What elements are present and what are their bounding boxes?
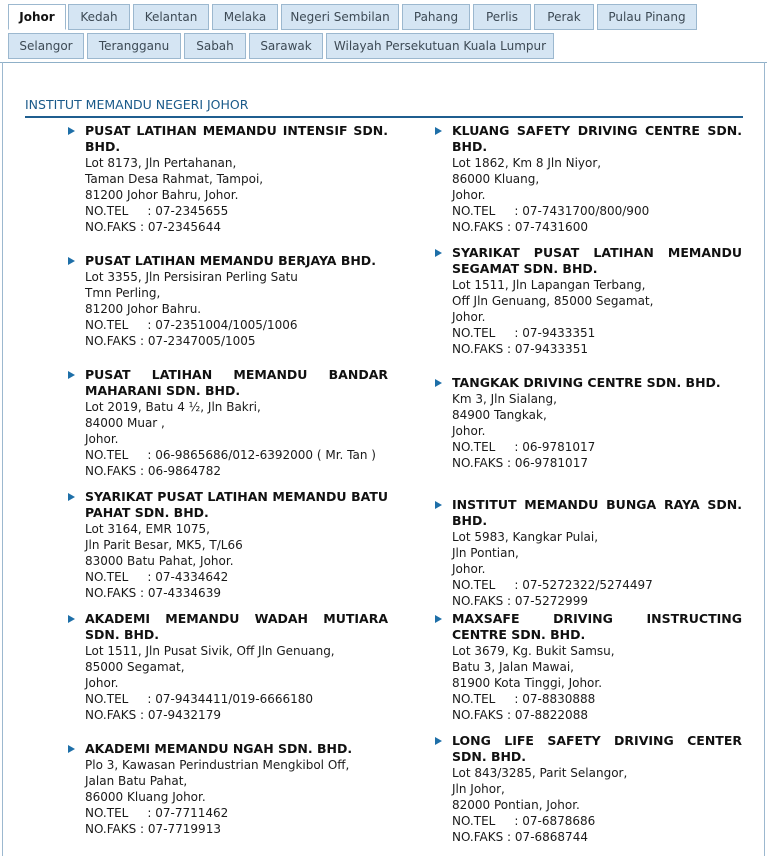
institute-entry bbox=[452, 123, 742, 235]
address-line: Jln Johor, bbox=[452, 782, 505, 796]
phone-line: NO.TEL : 06-9781017 bbox=[452, 440, 596, 454]
page-heading: INSTITUT MEMANDU NEGERI JOHOR bbox=[25, 97, 743, 118]
tab-negeri-sembilan[interactable]: Negeri Sembilan bbox=[281, 4, 399, 30]
institute-name: PUSAT LATIHAN MEMANDU BERJAYA BHD. bbox=[85, 253, 376, 268]
institute-name: SYARIKAT PUSAT LATIHAN MEMANDU SEGAMAT SDN. BHD. bbox=[452, 245, 742, 276]
bullet-arrow-icon bbox=[68, 493, 75, 501]
phone-line: NO.TEL : 07-6878686 bbox=[452, 814, 596, 828]
phone-line: NO.TEL : 07-4334642 bbox=[85, 570, 229, 584]
address-line: Lot 1511, Jln Lapangan Terbang, bbox=[452, 278, 646, 292]
address-line: 81200 Johor Bahru. bbox=[85, 302, 202, 316]
institute-entry bbox=[85, 489, 388, 601]
phone-line: NO.TEL : 07-7431700/800/900 bbox=[452, 204, 650, 218]
address-line: Km 3, Jln Sialang, bbox=[452, 392, 557, 406]
bullet-arrow-icon bbox=[68, 257, 75, 265]
fax-line: NO.FAKS : 06-9781017 bbox=[452, 456, 588, 470]
phone-line: NO.TEL : 07-2351004/1005/1006 bbox=[85, 318, 298, 332]
address-line: Lot 3164, EMR 1075, bbox=[85, 522, 210, 536]
address-line: 85000 Segamat, bbox=[85, 660, 185, 674]
state-tab-bar bbox=[0, 0, 767, 63]
address-line: Jln Parit Besar, MK5, T/L66 bbox=[85, 538, 243, 552]
fax-line: NO.FAKS : 07-9432179 bbox=[85, 708, 221, 722]
tab-kelantan[interactable]: Kelantan bbox=[133, 4, 209, 30]
bullet-arrow-icon bbox=[435, 501, 442, 509]
address-line: 81200 Johor Bahru, Johor. bbox=[85, 188, 239, 202]
bullet-arrow-icon bbox=[435, 379, 442, 387]
bullet-arrow-icon bbox=[68, 745, 75, 753]
tab-pulau-pinang[interactable]: Pulau Pinang bbox=[597, 4, 697, 30]
institute-name: LONG LIFE SAFETY DRIVING CENTER SDN. BHD. bbox=[452, 733, 742, 764]
fax-line: NO.FAKS : 07-5272999 bbox=[452, 594, 588, 608]
address-line: 84900 Tangkak, bbox=[452, 408, 547, 422]
fax-line: NO.FAKS : 07-2347005/1005 bbox=[85, 334, 256, 348]
address-line: Batu 3, Jalan Mawai, bbox=[452, 660, 574, 674]
tab-sarawak[interactable]: Sarawak bbox=[249, 33, 323, 59]
fax-line: NO.FAKS : 07-2345644 bbox=[85, 220, 221, 234]
institute-name: TANGKAK DRIVING CENTRE SDN. BHD. bbox=[452, 375, 721, 390]
address-line: Lot 5983, Kangkar Pulai, bbox=[452, 530, 599, 544]
institute-name: PUSAT LATIHAN MEMANDU INTENSIF SDN. BHD. bbox=[85, 123, 388, 154]
bullet-arrow-icon bbox=[435, 249, 442, 257]
phone-line: NO.TEL : 06-9865686/012-6392000 ( Mr. Tan ) bbox=[85, 448, 376, 462]
address-line: 84000 Muar , bbox=[85, 416, 165, 430]
bullet-arrow-icon bbox=[435, 127, 442, 135]
address-line: Johor. bbox=[452, 424, 486, 438]
address-line: Taman Desa Rahmat, Tampoi, bbox=[85, 172, 264, 186]
institute-entry bbox=[452, 375, 742, 471]
bullet-arrow-icon bbox=[435, 615, 442, 623]
fax-line: NO.FAKS : 07-4334639 bbox=[85, 586, 221, 600]
phone-line: NO.TEL : 07-8830888 bbox=[452, 692, 596, 706]
tab-melaka[interactable]: Melaka bbox=[212, 4, 278, 30]
address-line: 86000 Kluang Johor. bbox=[85, 790, 206, 804]
address-line: 86000 Kluang, bbox=[452, 172, 540, 186]
tab-kedah[interactable]: Kedah bbox=[68, 4, 130, 30]
address-line: Lot 8173, Jln Pertahanan, bbox=[85, 156, 237, 170]
institute-name: SYARIKAT PUSAT LATIHAN MEMANDU BATU PAHAT SDN. BHD. bbox=[85, 489, 388, 520]
address-line: Jln Pontian, bbox=[452, 546, 519, 560]
address-line: Lot 1862, Km 8 Jln Niyor, bbox=[452, 156, 602, 170]
tab-terangganu[interactable]: Terangganu bbox=[87, 33, 181, 59]
institute-entry bbox=[85, 253, 388, 349]
bullet-arrow-icon bbox=[68, 615, 75, 623]
address-line: Lot 843/3285, Parit Selangor, bbox=[452, 766, 628, 780]
phone-line: NO.TEL : 07-7711462 bbox=[85, 806, 229, 820]
tab-perlis[interactable]: Perlis bbox=[473, 4, 531, 30]
fax-line: NO.FAKS : 07-6868744 bbox=[452, 830, 588, 844]
address-line: 83000 Batu Pahat, Johor. bbox=[85, 554, 234, 568]
fax-line: NO.FAKS : 07-8822088 bbox=[452, 708, 588, 722]
address-line: Lot 3679, Kg. Bukit Samsu, bbox=[452, 644, 615, 658]
institute-name: MAXSAFE DRIVING INSTRUCTING CENTRE SDN. BHD. bbox=[452, 611, 742, 642]
address-line: Plo 3, Kawasan Perindustrian Mengkibol Off, bbox=[85, 758, 350, 772]
phone-line: NO.TEL : 07-5272322/5274497 bbox=[452, 578, 653, 592]
bullet-arrow-icon bbox=[68, 371, 75, 379]
address-line: Off Jln Genuang, 85000 Segamat, bbox=[452, 294, 654, 308]
bullet-arrow-icon bbox=[68, 127, 75, 135]
address-line: Johor. bbox=[452, 310, 486, 324]
institute-entry bbox=[85, 123, 388, 235]
address-line: Johor. bbox=[85, 432, 119, 446]
institute-entry bbox=[85, 611, 388, 723]
address-line: Tmn Perling, bbox=[85, 286, 161, 300]
tab-selangor[interactable]: Selangor bbox=[8, 33, 84, 59]
phone-line: NO.TEL : 07-9434411/019-6666180 bbox=[85, 692, 314, 706]
address-line: Lot 2019, Batu 4 ½, Jln Bakri, bbox=[85, 400, 261, 414]
institute-entry bbox=[452, 611, 742, 723]
address-line: Johor. bbox=[452, 562, 486, 576]
fax-line: NO.FAKS : 07-9433351 bbox=[452, 342, 588, 356]
institute-name: AKADEMI MEMANDU NGAH SDN. BHD. bbox=[85, 741, 353, 756]
fax-line: NO.FAKS : 07-7431600 bbox=[452, 220, 588, 234]
address-line: 82000 Pontian, Johor. bbox=[452, 798, 580, 812]
tab-pahang[interactable]: Pahang bbox=[402, 4, 470, 30]
address-line: Jalan Batu Pahat, bbox=[85, 774, 188, 788]
institute-name: PUSAT LATIHAN MEMANDU BANDAR MAHARANI SDN. BHD. bbox=[85, 367, 388, 398]
address-line: Johor. bbox=[85, 676, 119, 690]
tab-wilayah-persekutuan-kuala-lumpur[interactable]: Wilayah Persekutuan Kuala Lumpur bbox=[326, 33, 554, 59]
institute-entry bbox=[85, 367, 388, 479]
tab-johor[interactable]: Johor bbox=[8, 4, 66, 30]
fax-line: NO.FAKS : 06-9864782 bbox=[85, 464, 221, 478]
phone-line: NO.TEL : 07-2345655 bbox=[85, 204, 229, 218]
phone-line: NO.TEL : 07-9433351 bbox=[452, 326, 596, 340]
address-line: Lot 1511, Jln Pusat Sivik, Off Jln Genuang, bbox=[85, 644, 335, 658]
institute-name: AKADEMI MEMANDU WADAH MUTIARA SDN. BHD. bbox=[85, 611, 388, 642]
address-line: Johor. bbox=[452, 188, 486, 202]
address-line: Lot 3355, Jln Persisiran Perling Satu bbox=[85, 270, 298, 284]
institute-entry bbox=[452, 497, 742, 609]
institute-entry bbox=[85, 741, 388, 837]
tab-perak[interactable]: Perak bbox=[534, 4, 594, 30]
institute-name: INSTITUT MEMANDU BUNGA RAYA SDN. BHD. bbox=[452, 497, 742, 528]
institute-name: KLUANG SAFETY DRIVING CENTRE SDN. BHD. bbox=[452, 123, 742, 154]
tab-sabah[interactable]: Sabah bbox=[184, 33, 246, 59]
address-line: 81900 Kota Tinggi, Johor. bbox=[452, 676, 603, 690]
bullet-arrow-icon bbox=[435, 737, 442, 745]
institute-entry bbox=[452, 245, 742, 357]
institute-entry bbox=[452, 733, 742, 845]
fax-line: NO.FAKS : 07-7719913 bbox=[85, 822, 221, 836]
